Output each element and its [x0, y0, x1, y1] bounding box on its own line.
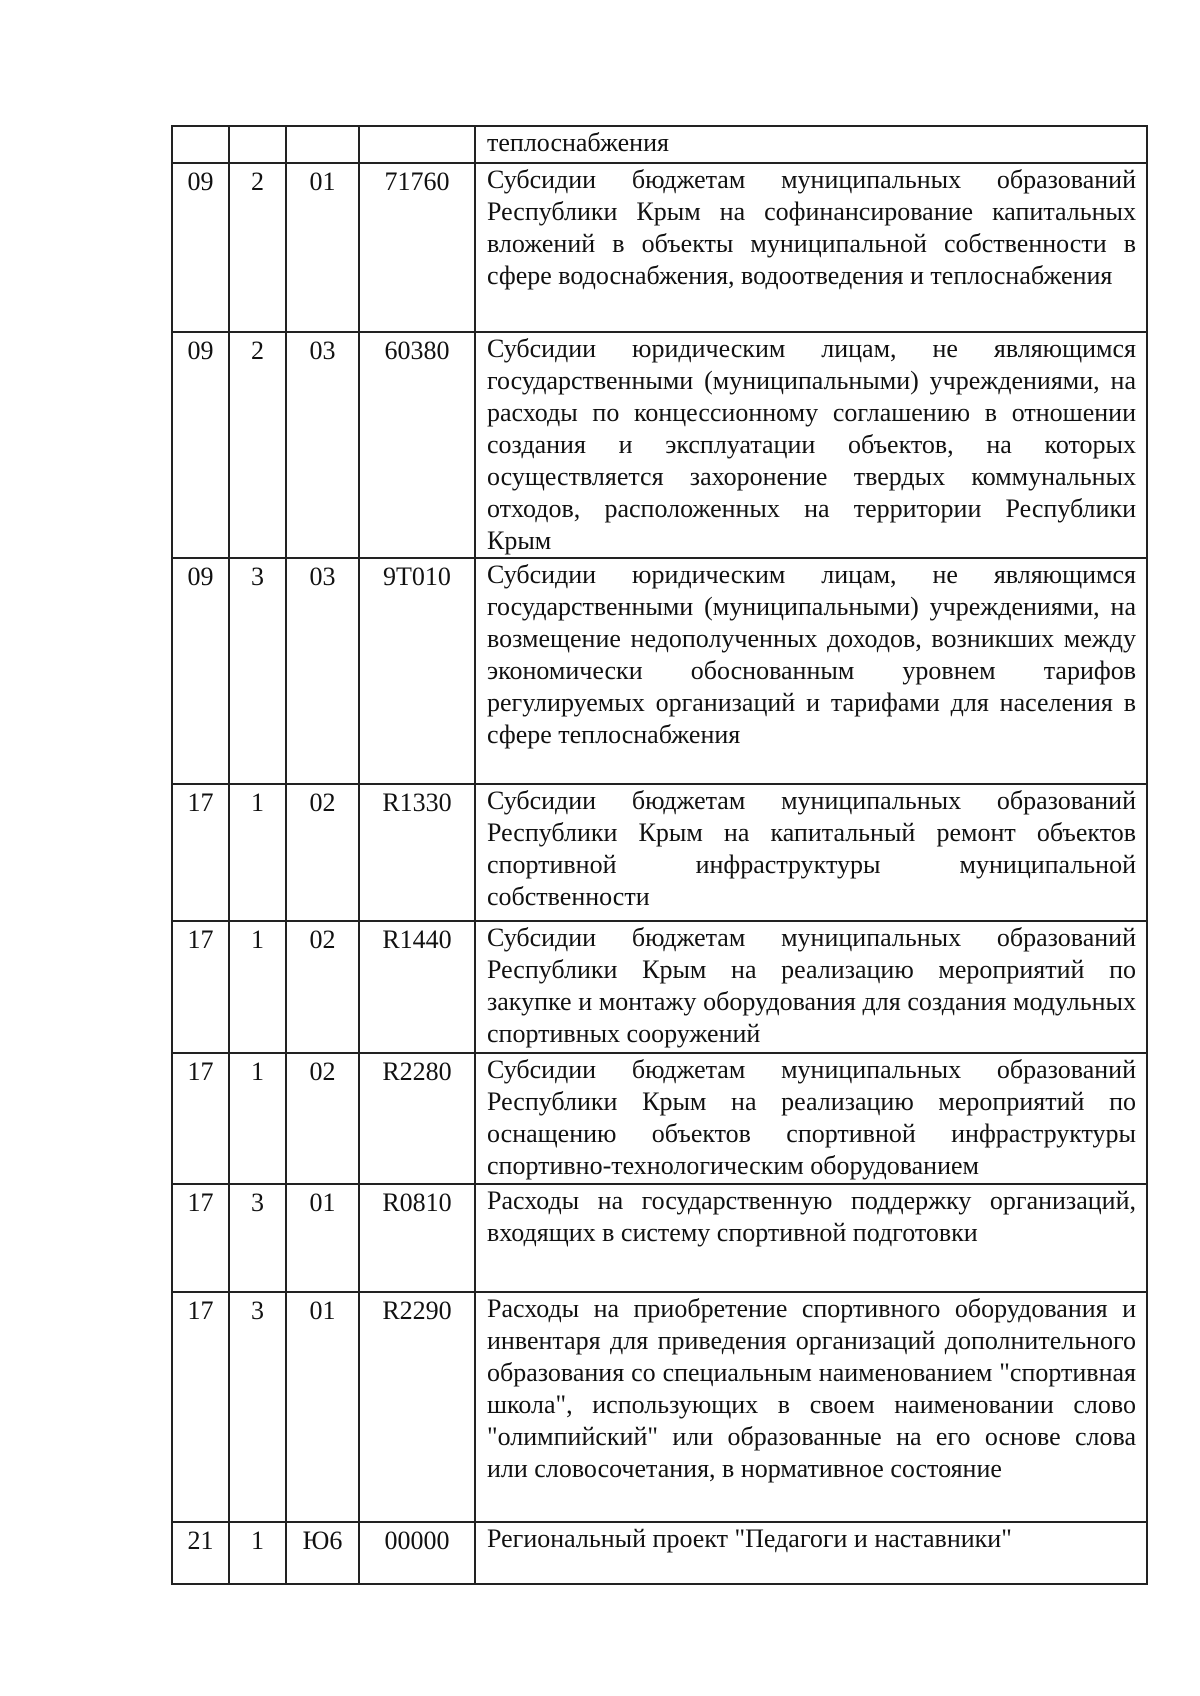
subprogram-code-cell: 2 [229, 163, 286, 332]
program-code-cell: 17 [172, 921, 229, 1053]
table-row [172, 558, 1147, 784]
program-code-cell: 17 [172, 1053, 229, 1184]
expense-direction-code-cell: 00000 [359, 1522, 475, 1584]
table-row [172, 332, 1147, 558]
expense-direction-code-cell: R2290 [359, 1292, 475, 1522]
description-text: Региональный проект "Педагоги и наставники" [487, 1524, 1012, 1553]
budget-classification-table [171, 125, 1148, 1585]
program-code-cell [172, 126, 229, 163]
event-code-cell: 01 [286, 163, 359, 332]
description-cell [475, 1184, 1147, 1292]
event-code-cell: 03 [286, 332, 359, 558]
subprogram-code-cell: 1 [229, 784, 286, 921]
subprogram-code-cell: 1 [229, 921, 286, 1053]
subprogram-code-cell [229, 126, 286, 163]
subprogram-code-cell: 3 [229, 1184, 286, 1292]
description-cell [475, 558, 1147, 784]
description-cell [475, 1522, 1147, 1584]
description-cell [475, 921, 1147, 1053]
table-row [172, 921, 1147, 1053]
description-cell [475, 126, 1147, 163]
description-text: теплоснабжения [487, 128, 669, 157]
description-cell [475, 784, 1147, 921]
table-row [172, 1184, 1147, 1292]
program-code-cell: 17 [172, 1292, 229, 1522]
description-text: Субсидии бюджетам муниципальных образований Республики Крым на капитальный ремонт объектов спортивной инфраструктуры муниципальной собственности [487, 786, 1136, 911]
event-code-cell: 01 [286, 1184, 359, 1292]
event-code-cell: 02 [286, 1053, 359, 1184]
expense-direction-code-cell: R0810 [359, 1184, 475, 1292]
subprogram-code-cell: 3 [229, 1292, 286, 1522]
table-row [172, 1292, 1147, 1522]
description-text: Расходы на государственную поддержку организаций, входящих в систему спортивной подготовки [487, 1186, 1136, 1247]
expense-direction-code-cell: R1440 [359, 921, 475, 1053]
event-code-cell: 01 [286, 1292, 359, 1522]
program-code-cell: 09 [172, 332, 229, 558]
subprogram-code-cell: 1 [229, 1053, 286, 1184]
description-cell [475, 332, 1147, 558]
expense-direction-code-cell: 60380 [359, 332, 475, 558]
event-code-cell: 02 [286, 784, 359, 921]
table-row [172, 126, 1147, 163]
subprogram-code-cell: 1 [229, 1522, 286, 1584]
description-text: Субсидии бюджетам муниципальных образований Республики Крым на реализацию мероприятий по оснащению объектов спортивной инфраструктуры спортивно-технологическим оборудованием [487, 1055, 1136, 1180]
program-code-cell: 17 [172, 1184, 229, 1292]
expense-direction-code-cell: R2280 [359, 1053, 475, 1184]
description-text: Субсидии бюджетам муниципальных образований Республики Крым на софинансирование капитальных вложений в объекты муниципальной собственности в сфере водоснабжения, водоотведения и теплоснабжения [487, 165, 1136, 290]
description-text: Субсидии юридическим лицам, не являющимся государственными (муниципальными) учреждениями, на возмещение недополученных доходов, возникших между экономически обоснованным уровнем тарифов регулируемых организаций и тарифами для населения в сфере теплоснабжения [487, 560, 1136, 749]
expense-direction-code-cell: 9T010 [359, 558, 475, 784]
description-text: Субсидии бюджетам муниципальных образований Республики Крым на реализацию мероприятий по закупке и монтажу оборудования для создания модульных спортивных сооружений [487, 923, 1136, 1048]
description-text: Субсидии юридическим лицам, не являющимся государственными (муниципальными) учреждениями, на расходы по концессионному соглашению в отношении создания и эксплуатации объектов, на которых осуществляется захоронение твердых коммунальных отходов, расположенных на территории Республики Крым [487, 334, 1136, 555]
table-row [172, 163, 1147, 332]
program-code-cell: 09 [172, 163, 229, 332]
event-code-cell: Ю6 [286, 1522, 359, 1584]
table-row [172, 784, 1147, 921]
table-row [172, 1053, 1147, 1184]
program-code-cell: 21 [172, 1522, 229, 1584]
event-code-cell: 03 [286, 558, 359, 784]
table-row [172, 1522, 1147, 1584]
description-text: Расходы на приобретение спортивного оборудования и инвентаря для приведения организаций дополнительного образования со специальным наименованием "спортивная школа", использующих в своем наименовании слово "олимпийский" или образованные на его основе слова или словосочетания, в нормативное состояние [487, 1294, 1136, 1483]
event-code-cell [286, 126, 359, 163]
subprogram-code-cell: 3 [229, 558, 286, 784]
description-cell [475, 1053, 1147, 1184]
description-cell [475, 1292, 1147, 1522]
subprogram-code-cell: 2 [229, 332, 286, 558]
expense-direction-code-cell: 71760 [359, 163, 475, 332]
expense-direction-code-cell [359, 126, 475, 163]
program-code-cell: 09 [172, 558, 229, 784]
program-code-cell: 17 [172, 784, 229, 921]
description-cell [475, 163, 1147, 332]
event-code-cell: 02 [286, 921, 359, 1053]
expense-direction-code-cell: R1330 [359, 784, 475, 921]
